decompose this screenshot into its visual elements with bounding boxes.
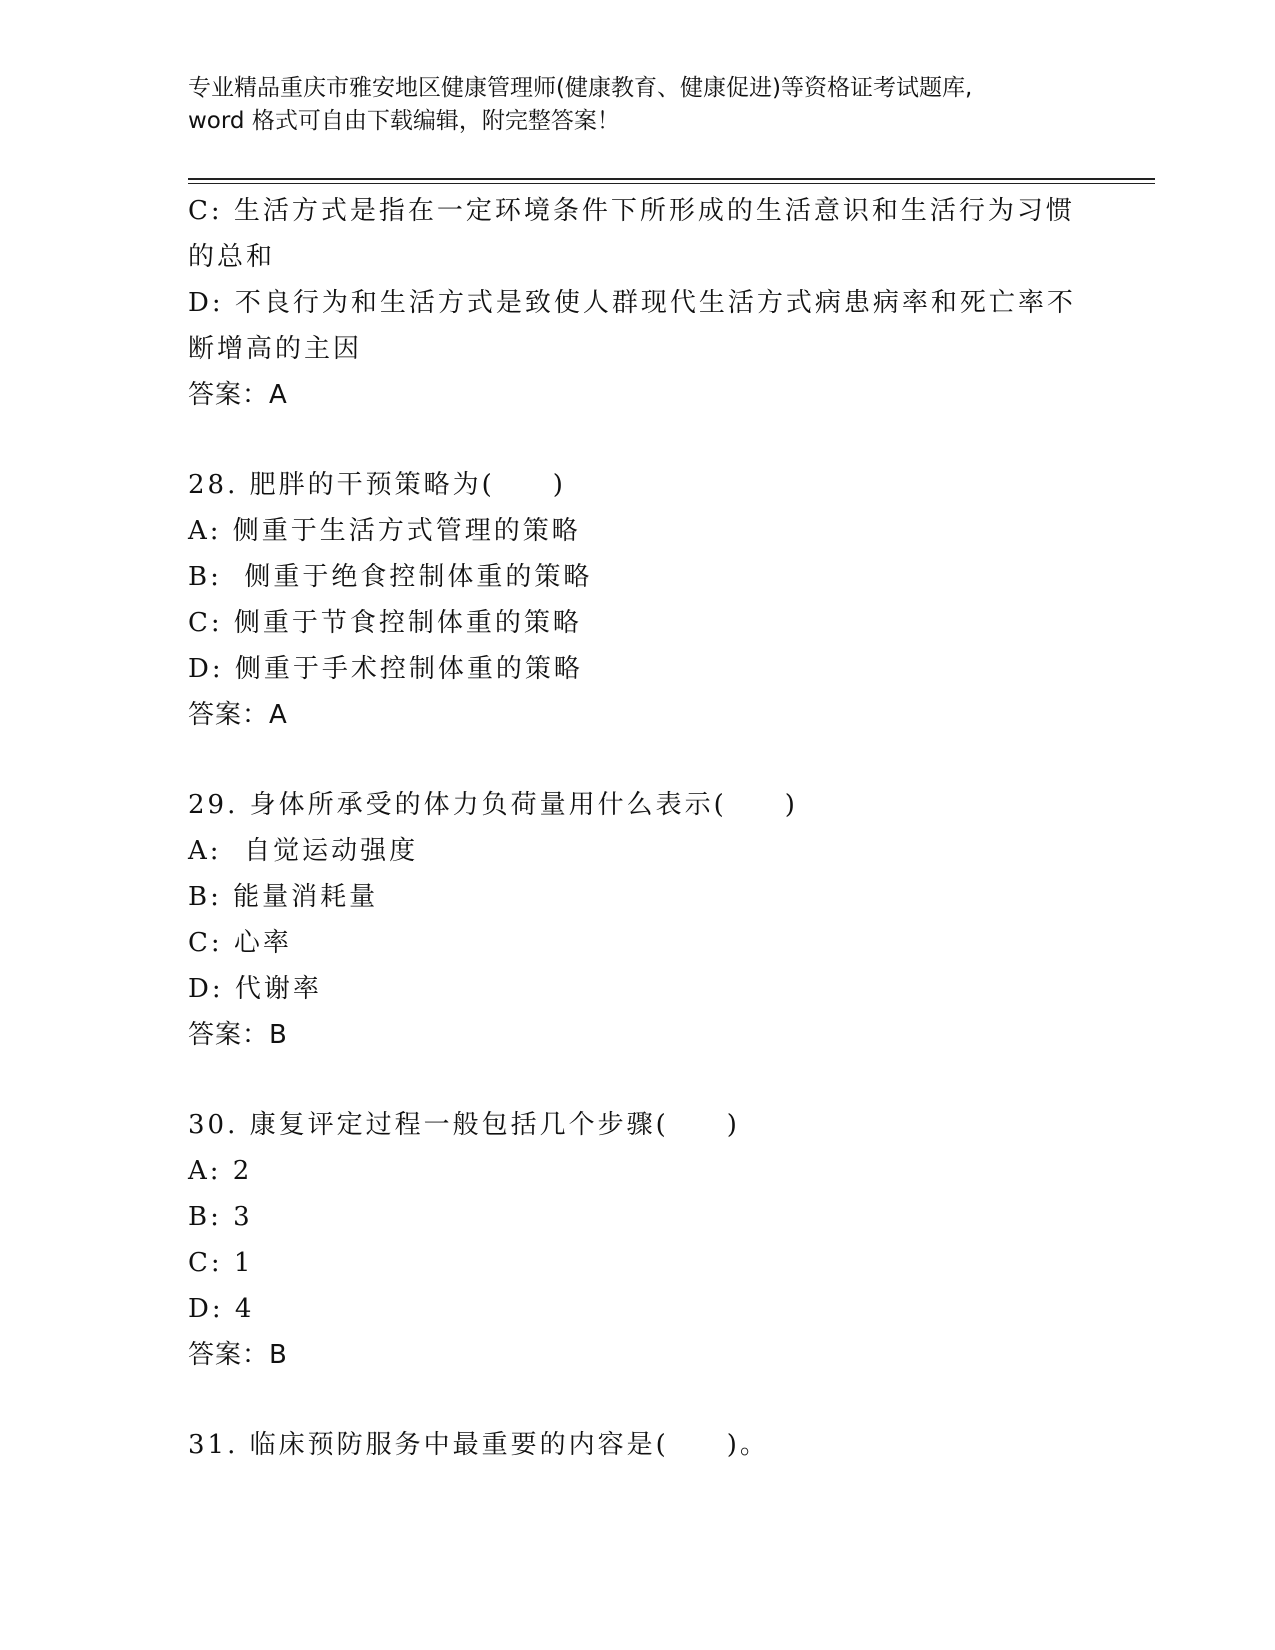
option-c: C: 1 <box>188 1248 254 1278</box>
option-c: C: 心率 <box>188 928 292 958</box>
question-stem: 29. 身体所承受的体力负荷量用什么表示( ) <box>188 790 798 820</box>
document-header <box>188 72 1068 138</box>
question-stem: 30. 康复评定过程一般包括几个步骤( ) <box>188 1110 740 1140</box>
option-d: D: 不良行为和生活方式是致使人群现代生活方式病患病率和死亡率不 <box>188 288 1076 318</box>
option-a: A: 侧重于生活方式管理的策略 <box>188 516 581 546</box>
header-title-line-2: word 格式可自由下载编辑，附完整答案！ <box>188 108 620 134</box>
question-31 <box>188 1422 1108 1468</box>
question-list <box>188 188 1108 1468</box>
option-b: B: 3 <box>188 1202 253 1232</box>
option-d: D: 代谢率 <box>188 974 322 1004</box>
option-a: A: 自觉运动强度 <box>188 836 419 866</box>
option-a: A: 2 <box>188 1156 253 1186</box>
option-b: B: 侧重于绝食控制体重的策略 <box>188 562 593 592</box>
option-c: C: 生活方式是指在一定环境条件下所形成的生活意识和生活行为习惯 <box>188 196 1075 226</box>
header-divider-thin <box>188 183 1155 184</box>
option-d-continued: 断增高的主因 <box>188 334 363 364</box>
answer: 答案：B <box>188 1340 288 1370</box>
option-b: B: 能量消耗量 <box>188 882 379 912</box>
option-c-continued: 的总和 <box>188 242 276 272</box>
question-28 <box>188 462 1108 738</box>
question-30 <box>188 1102 1108 1378</box>
question-stem: 31. 临床预防服务中最重要的内容是( )。 <box>188 1430 769 1460</box>
option-d: D: 4 <box>188 1294 255 1324</box>
option-d: D: 侧重于手术控制体重的策略 <box>188 654 583 684</box>
question-stem: 28. 肥胖的干预策略为( ) <box>188 470 566 500</box>
option-c: C: 侧重于节食控制体重的策略 <box>188 608 582 638</box>
header-title-line-1: 专业精品重庆市雅安地区健康管理师(健康教育、健康促进)等资格证考试题库, <box>188 75 973 101</box>
header-divider-thick <box>188 178 1155 180</box>
answer: 答案：A <box>188 700 288 730</box>
answer: 答案：A <box>188 380 288 410</box>
question-27-continued <box>188 188 1108 418</box>
answer: 答案：B <box>188 1020 288 1050</box>
question-29 <box>188 782 1108 1058</box>
